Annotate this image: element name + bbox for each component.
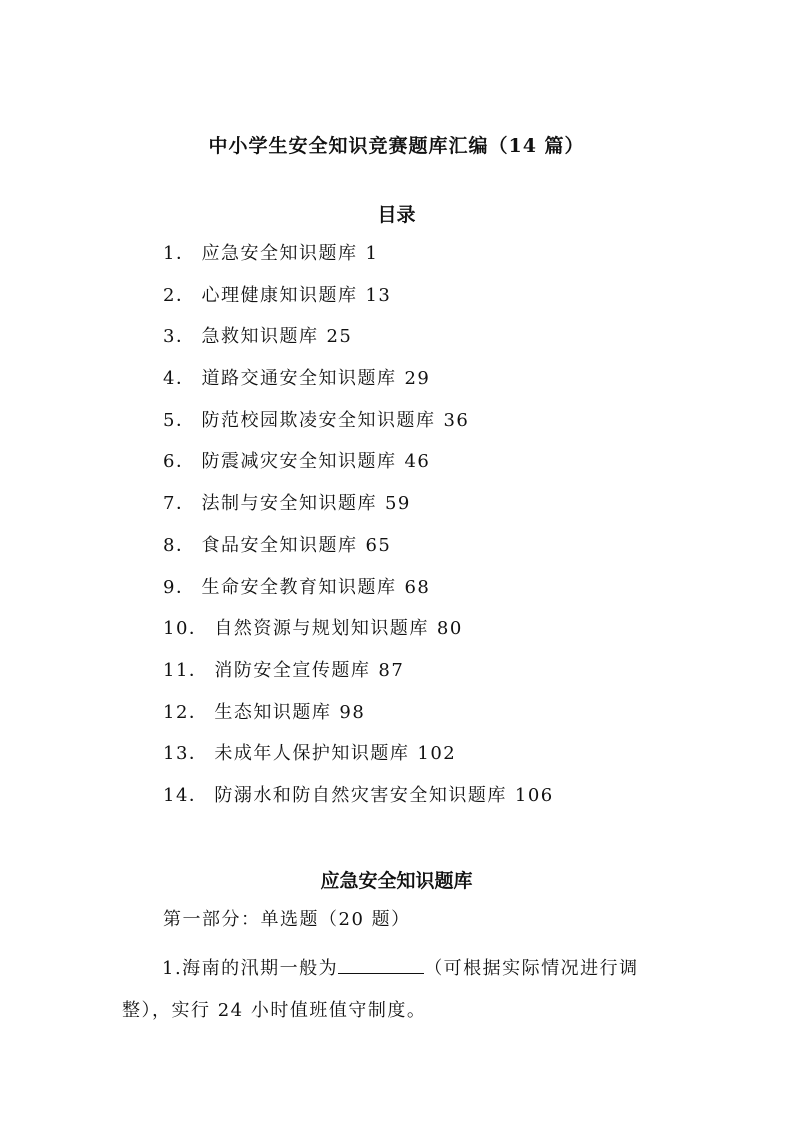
question-text-prefix: 1.海南的汛期一般为 (162, 958, 339, 979)
toc-item-page: 59 (384, 493, 411, 515)
question-text-suffix: （可根据实际情况进行调整），实行 24 小时值班值守制度。 (122, 958, 639, 1021)
toc-item[interactable] (163, 408, 554, 450)
toc-item-number: 9． (163, 576, 196, 598)
toc-item-label: 道路交通安全知识题库 (201, 368, 397, 390)
toc-item-page: 13 (365, 284, 392, 306)
toc-item[interactable] (163, 575, 554, 617)
toc-item-label: 应急安全知识题库 (201, 243, 358, 264)
toc-item[interactable] (163, 741, 554, 783)
toc-item-number: 6． (163, 451, 196, 473)
toc-item-number: 3． (163, 326, 196, 348)
toc-item[interactable] (163, 700, 554, 742)
toc-item-label: 急救知识题库 (201, 326, 319, 348)
toc-item-number: 1． (163, 243, 196, 264)
toc-item-page: 102 (417, 743, 457, 765)
toc-item-label: 法制与安全知识题库 (201, 493, 377, 515)
toc-item-number: 5． (163, 409, 196, 431)
toc-heading: 目录 (377, 204, 416, 226)
answer-blank (338, 955, 424, 974)
toc-item-label: 防范校园欺凌安全知识题库 (201, 409, 436, 431)
toc-item[interactable] (163, 241, 554, 283)
toc-item-page: 65 (365, 534, 392, 556)
toc-item-label: 食品安全知识题库 (201, 534, 358, 556)
toc-item-label: 生态知识题库 (214, 701, 332, 723)
toc-item-page: 46 (404, 451, 431, 473)
document-title: 中小学生安全知识竞赛题库汇编（14 篇） (208, 135, 585, 157)
toc-item-number: 4． (163, 368, 196, 390)
toc-item-number: 2． (163, 284, 196, 306)
toc-item[interactable] (163, 491, 554, 533)
toc-item[interactable] (163, 533, 554, 575)
toc-item-page: 98 (339, 701, 366, 723)
toc-item-number: 7． (163, 493, 196, 515)
section-title: 应急安全知识题库 (320, 870, 473, 892)
toc-item-label: 自然资源与规划知识题库 (214, 618, 429, 640)
toc-item-label: 消防安全宣传题库 (214, 659, 371, 681)
table-of-contents (163, 241, 554, 825)
question-1 (122, 948, 682, 1032)
toc-item-number: 10． (163, 618, 209, 640)
toc-item-page: 36 (443, 409, 470, 431)
toc-item-label: 未成年人保护知识题库 (214, 743, 410, 765)
toc-item-page: 87 (378, 659, 405, 681)
toc-item-label: 生命安全教育知识题库 (201, 576, 397, 598)
toc-item[interactable] (163, 324, 554, 366)
toc-item-page: 106 (514, 784, 554, 806)
toc-item-number: 13． (163, 743, 209, 765)
toc-item-number: 14． (163, 784, 209, 806)
toc-item-label: 防溺水和防自然灾害安全知识题库 (214, 784, 507, 806)
toc-item[interactable] (163, 616, 554, 658)
toc-item-number: 12． (163, 701, 209, 723)
toc-item-number: 8． (163, 534, 196, 556)
toc-item[interactable] (163, 449, 554, 491)
toc-item-page: 25 (326, 326, 353, 348)
toc-item-label: 防震减灾安全知识题库 (201, 451, 397, 473)
toc-item-page: 80 (436, 618, 463, 640)
toc-item-page: 29 (404, 368, 431, 390)
toc-item[interactable] (163, 658, 554, 700)
toc-item-number: 11． (163, 659, 209, 681)
toc-item[interactable] (163, 366, 554, 408)
toc-item-page: 1 (365, 243, 379, 264)
toc-item-page: 68 (404, 576, 431, 598)
toc-item[interactable] (163, 783, 554, 825)
part-label: 第一部分：单选题（20 题） (163, 909, 411, 930)
toc-item[interactable] (163, 283, 554, 325)
toc-item-label: 心理健康知识题库 (201, 284, 358, 306)
